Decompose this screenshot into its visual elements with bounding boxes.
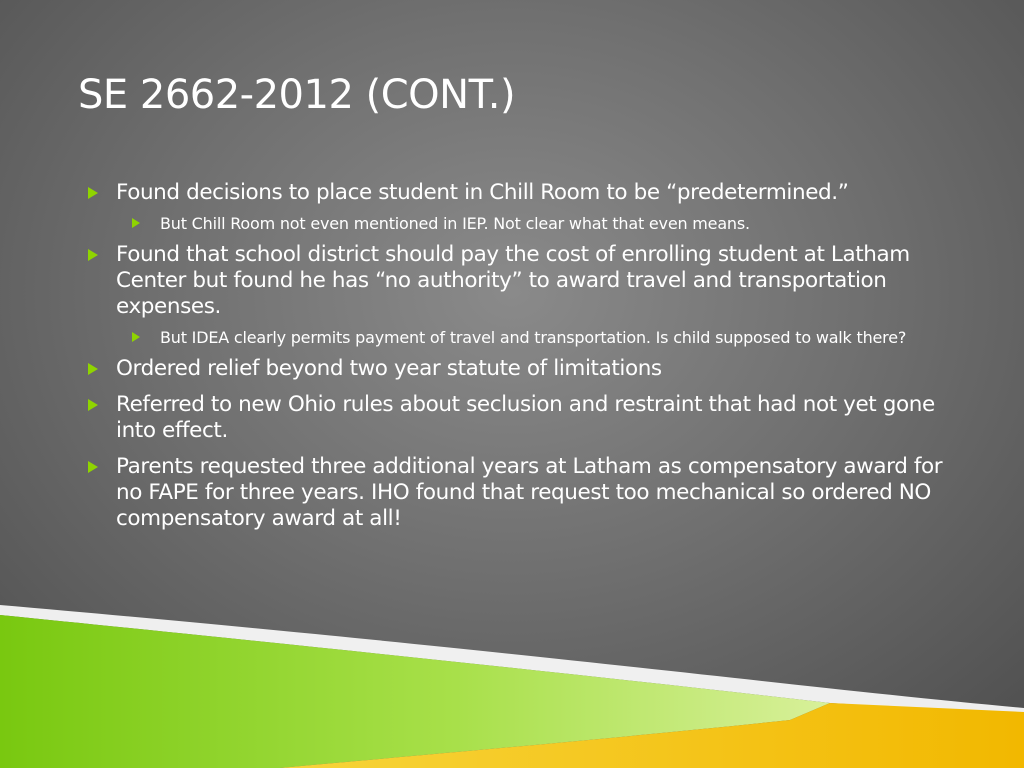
bullet-text: But Chill Room not even mentioned in IEP. Not clear what that even means. xyxy=(160,214,750,233)
bullet-text: But IDEA clearly permits payment of travel and transportation. Is child supposed to walk there? xyxy=(160,328,907,347)
slide-title: SE 2662-2012 (CONT.) xyxy=(78,72,516,118)
bullet-text: Found decisions to place student in Chill Room to be “predetermined.” xyxy=(116,180,849,205)
bullet-text: Ordered relief beyond two year statute of limitations xyxy=(116,356,662,381)
bullet-text: Parents requested three additional years at Latham as compensatory award for no FAPE for three years. IHO found that request too mechanical so ordered NO compensatory award at all! xyxy=(116,454,943,531)
bullet-text: Referred to new Ohio rules about seclusion and restraint that had not yet gone into effect. xyxy=(116,392,935,443)
bullet-text: Found that school district should pay the cost of enrolling student at Latham Center but found he has “no authority” to award travel and transportation expenses. xyxy=(116,242,910,319)
